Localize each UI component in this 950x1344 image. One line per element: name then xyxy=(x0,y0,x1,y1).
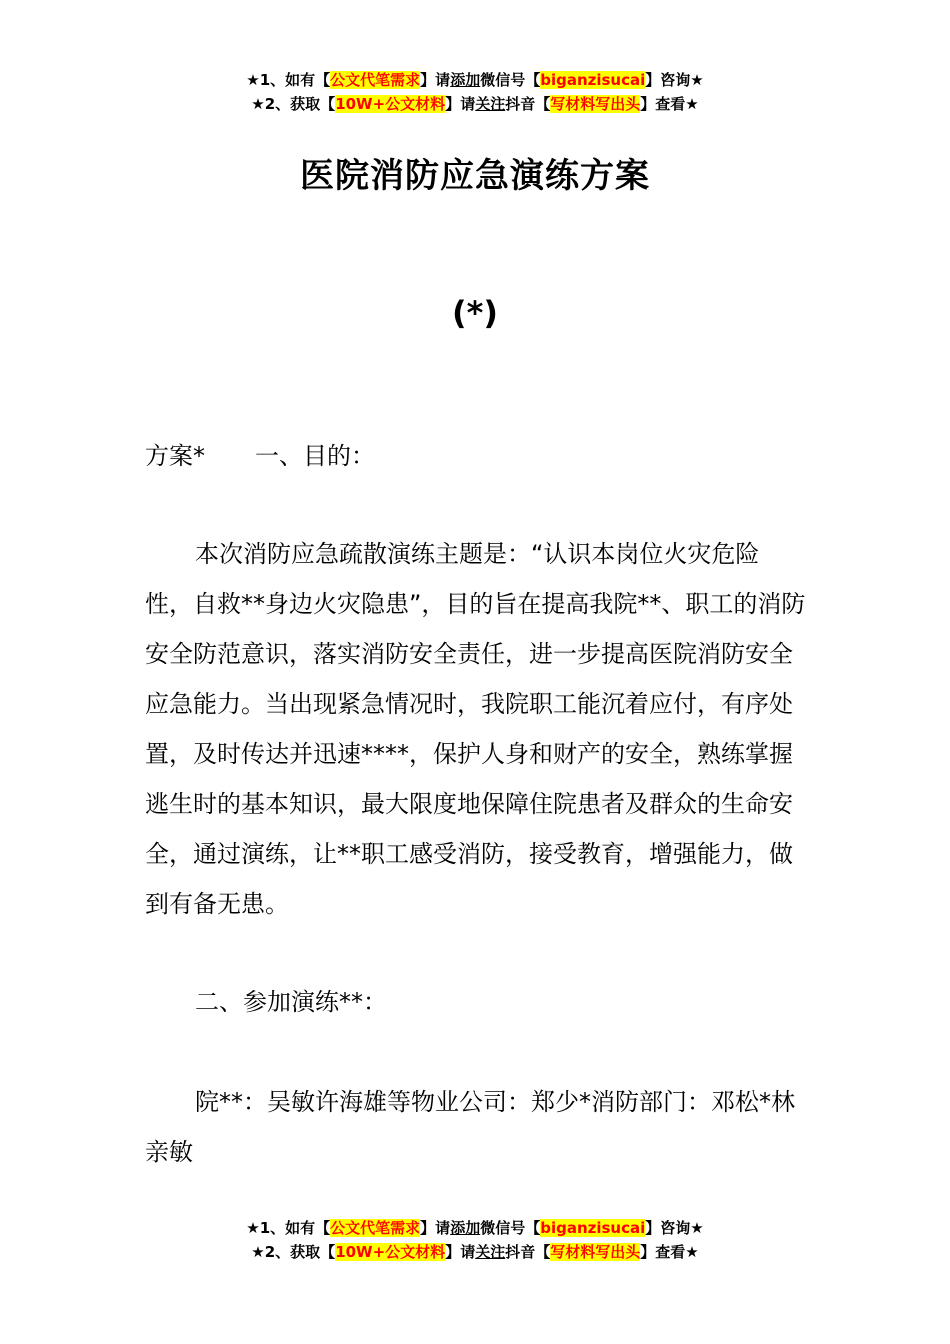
highlight-service: 公文代笔需求 xyxy=(330,1219,421,1237)
highlight-materials: 10W+公文材料 xyxy=(335,1243,446,1261)
document-subtitle: (*) xyxy=(452,294,498,332)
bottom-banner xyxy=(0,1216,950,1264)
heading-prefix: 方案* xyxy=(145,442,205,470)
highlight-douyin: 写材料写出头 xyxy=(550,1243,641,1261)
paragraph-participants: 院**：吴敏许海雄等物业公司：郑少*消防部门：邓松*林亲敏 xyxy=(145,1088,795,1166)
top-banner xyxy=(0,68,950,116)
highlight-wechat-id: biganzisucai xyxy=(540,1219,646,1237)
highlight-wechat-id: biganzisucai xyxy=(540,71,646,89)
banner-line-1: ★1、如有【公文代笔需求】请添加微信号【biganzisucai】咨询★ xyxy=(246,1219,704,1237)
section-heading-2: 二、参加演练**： xyxy=(195,988,387,1016)
heading-purpose: 一、目的： xyxy=(255,442,375,470)
section-heading-1 xyxy=(145,431,807,481)
banner-line-1: ★1、如有【公文代笔需求】请添加微信号【biganzisucai】咨询★ xyxy=(246,71,704,89)
highlight-douyin: 写材料写出头 xyxy=(550,95,641,113)
highlight-materials: 10W+公文材料 xyxy=(335,95,446,113)
highlight-service: 公文代笔需求 xyxy=(330,71,421,89)
banner-line-2: ★2、获取【10W+公文材料】请关注抖音【写材料写出头】查看★ xyxy=(251,1243,699,1261)
document-title: 医院消防应急演练方案 xyxy=(300,156,650,196)
paragraph-purpose: 本次消防应急疏散演练主题是：“认识本岗位火灾危险性，自救**身边火灾隐患”，目的旨在提高我院**、职工的消防安全防范意识，落实消防安全责任，进一步提高医院消防安全应急能力。当出现紧急情况时，我院职工能沉着应付，有序处置，及时传达并迅速****，保护人身和财产的安全，熟练掌握逃生时的基本知识，最大限度地保障住院患者及群众的生命安全，通过演练，让**职工感受消防，接受教育，增强能力，做到有备无患。 xyxy=(145,540,806,918)
banner-line-2: ★2、获取【10W+公文材料】请关注抖音【写材料写出头】查看★ xyxy=(251,95,699,113)
